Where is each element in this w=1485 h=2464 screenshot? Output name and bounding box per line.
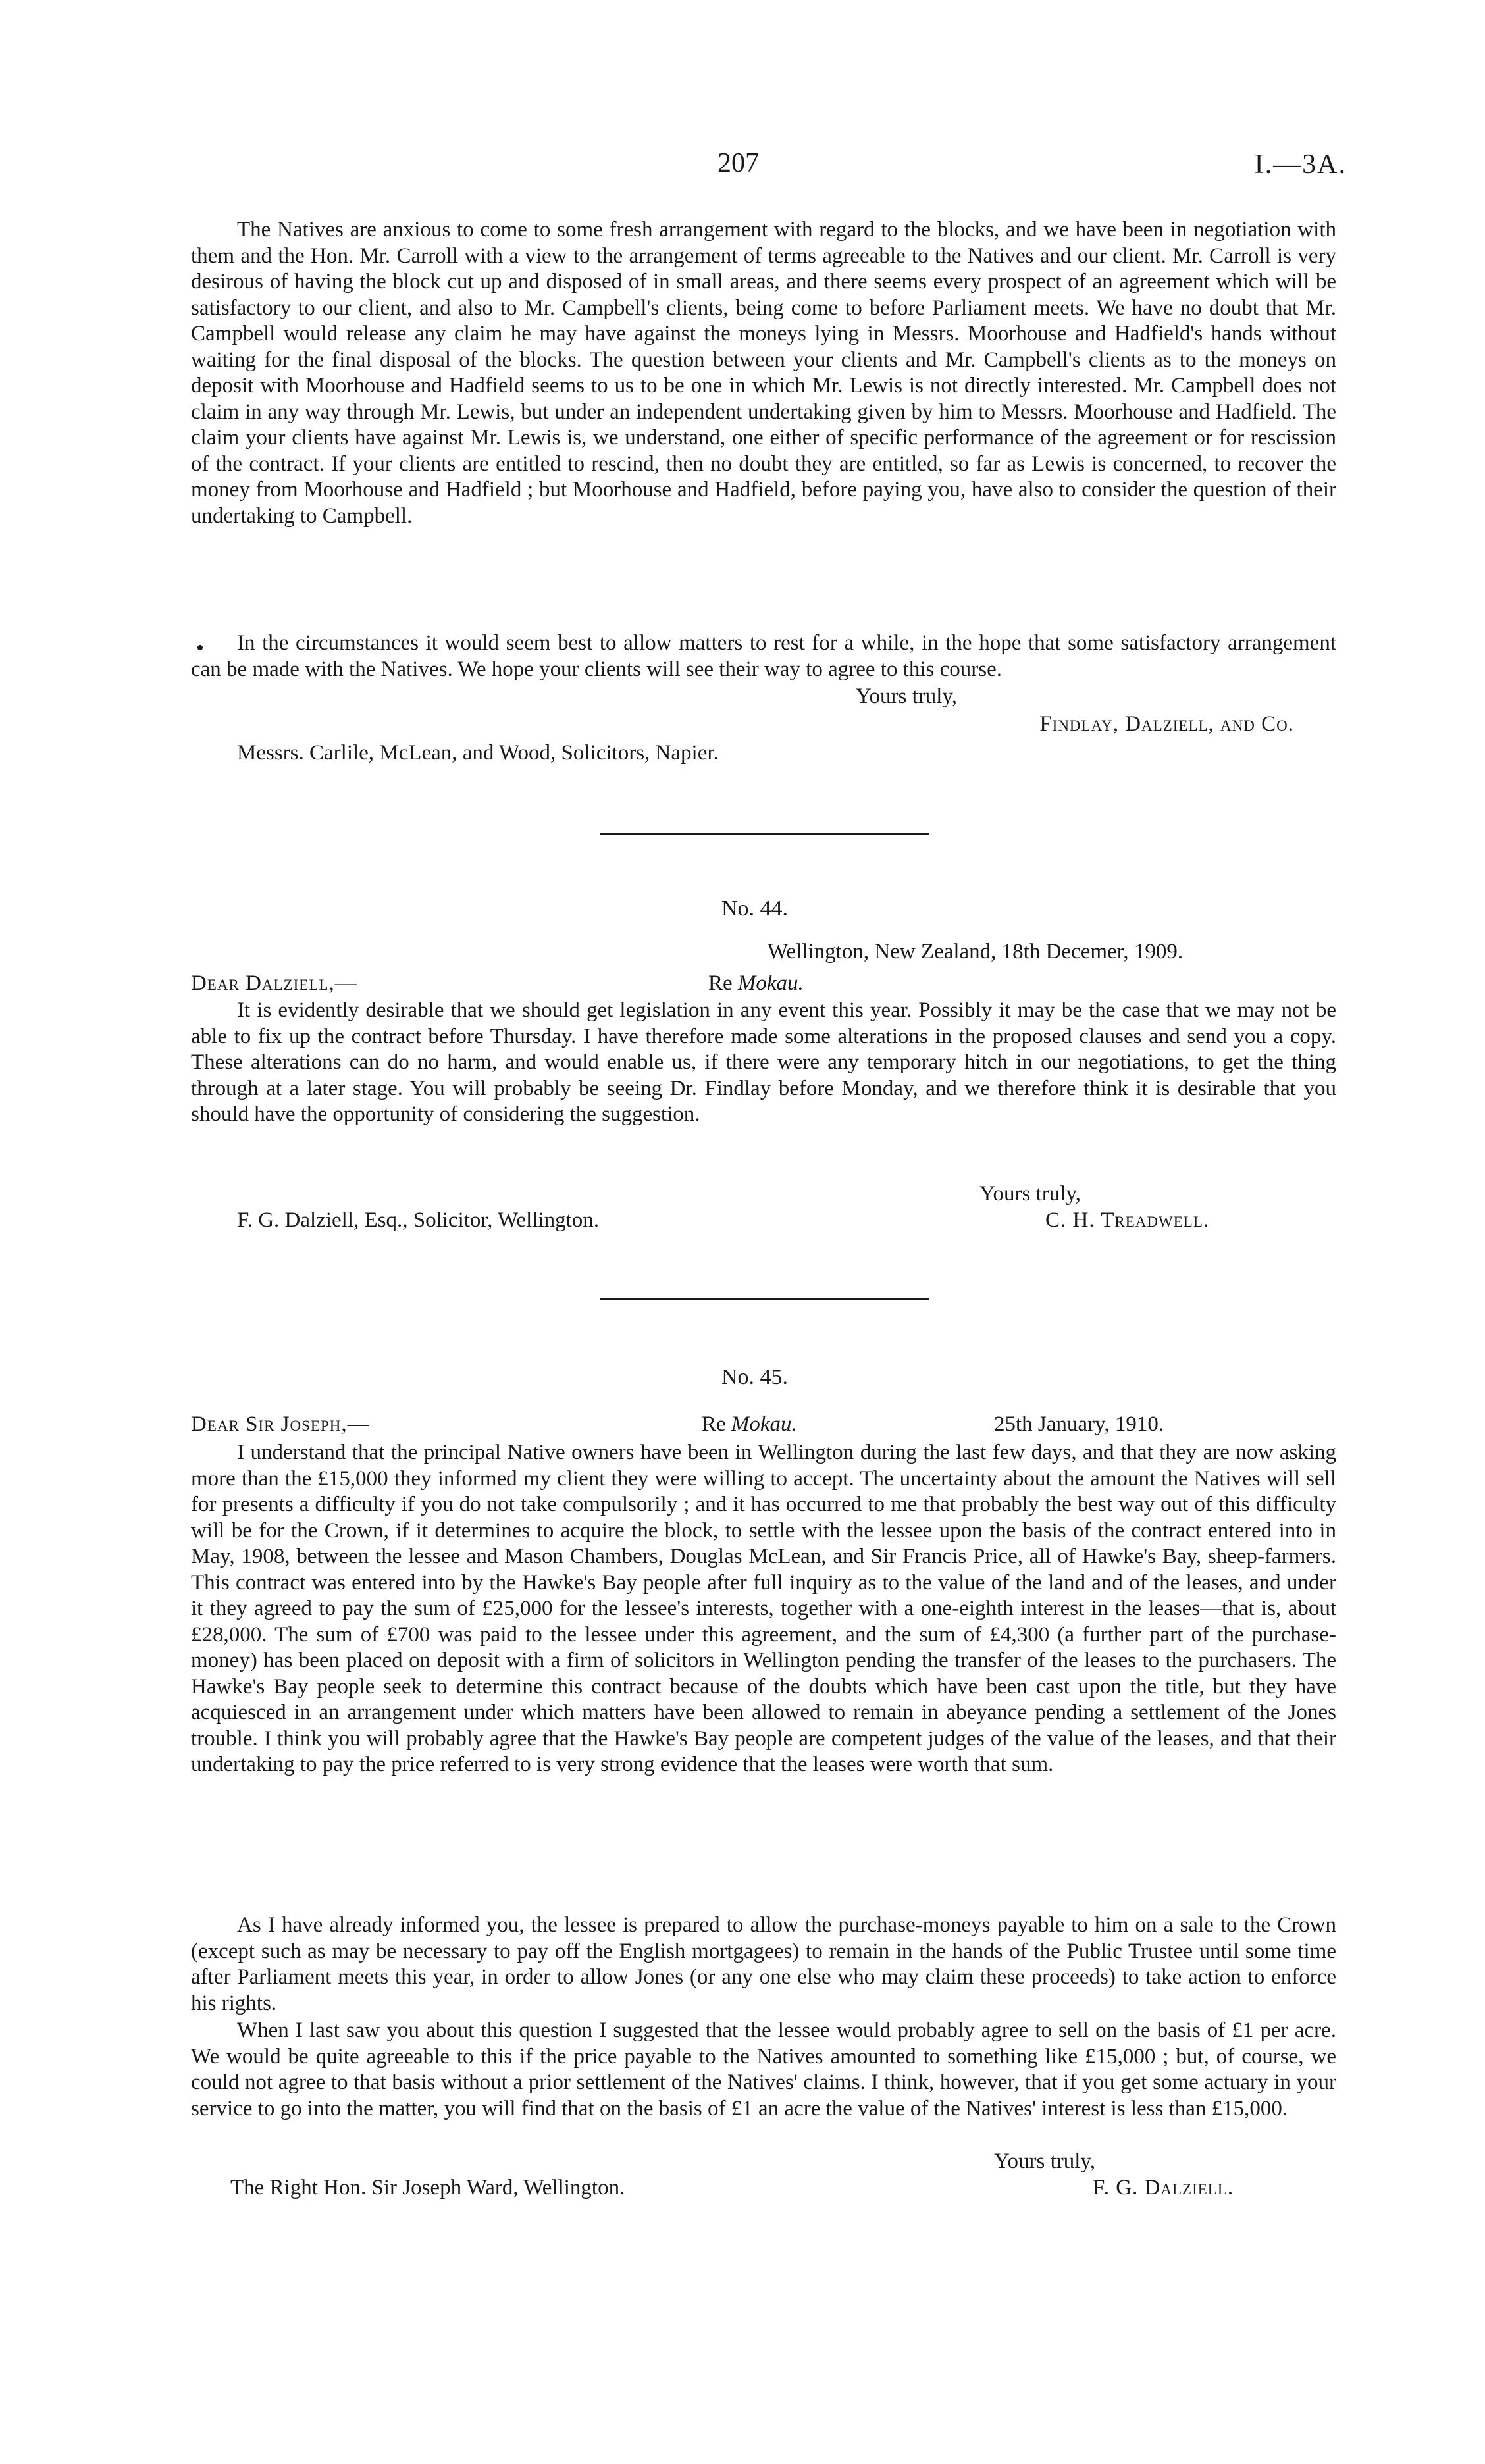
- re-prefix: Re: [708, 971, 733, 995]
- letter43-paragraph-2: In the circumstances it would seem best to allow matters to rest for a while, in the hope that some satisfactory arrangement can be made with the Natives. We hope your clients will see their way to agree to this course.: [191, 631, 1336, 681]
- letter45-addressee: The Right Hon. Sir Joseph Ward, Wellington.: [230, 2176, 625, 2199]
- letter43-addressee: Messrs. Carlile, McLean, and Wood, Solicitors, Napier.: [237, 741, 719, 765]
- letter45-number: No. 45.: [721, 1365, 789, 1389]
- letter44-number: No. 44.: [721, 896, 789, 921]
- letter44-place-date: Wellington, New Zealand, 18th Decemer, 1909.: [768, 940, 1184, 963]
- letter45-paragraph-1: I understand that the principal Native owners have been in Wellington during the last few days, and that they are now asking more than the £15,000 they informed my client they were willing to accept. The uncertainty about the amount the Natives will sell for presents a difficulty if you do not take compulsorily ; and it has occurred to me that probably the best way out of this difficulty will be for the Crown, if it determines to acquire the block, to settle with the lessee upon the basis of the contract entered into in May, 1908, between the lessee and Mason Chambers, Douglas McLean, and Sir Francis Price, all of Hawke's Bay, sheep-farmers. This contract was entered into by the Hawke's Bay people after full inquiry as to the value of the land and of the leases, and under it they agreed to pay the sum of £25,000 for the lessee's interests, together with a one-eighth interest in the leases—that is, about £28,000. The sum of £700 was paid to the lessee under this agreement, and the sum of £4,300 (a further part of the purchase-money) has been placed on deposit with a firm of solicitors in Wellington pending the transfer of the leases to the purchasers. The Hawke's Bay people seek to determine this contract because of the doubts which have been cast upon the title, but they have acquiesced in an arrangement under which matters have been allowed to remain in abeyance pending a settlement of the Jones trouble. I think you will probably agree that the Hawke's Bay people are competent judges of the value of the leases, and that their undertaking to pay the price referred to is very strong evidence that the leases were worth that sum.: [191, 1441, 1336, 1776]
- bullet-mark: •: [196, 636, 204, 660]
- letter44-salutation: Dear Dalziell,—: [191, 971, 357, 995]
- letter45-paragraph-2: As I have already informed you, the lessee is prepared to allow the purchase-moneys payable to him on a sale to the Crown (except such as may be necessary to pay off the English mortgagees) to remain in the hands of the Public Trustee until some time after Parliament meets this year, in order to allow Jones (or any one else who may claim these proceeds) to take action to enforce his rights.: [191, 1913, 1336, 2015]
- letter43-closing: Yours truly,: [856, 684, 958, 708]
- letter43-signature: Findlay, Dalziell, and Co.: [1039, 712, 1294, 736]
- section-divider: [600, 1298, 929, 1300]
- letter43-paragraph-1: The Natives are anxious to come to some fresh arrangement with regard to the blocks, and we have been in negotiation with them and the Hon. Mr. Carroll with a view to the arrangement of terms agreeable to the Natives and our client. Mr. Carroll is very desirous of having the block cut up and disposed of in small areas, and there seems every prospect of an agreement which will be satisfactory to our client, and also to Mr. Campbell's clients, being come to before Parliament meets. We have no doubt that Mr. Campbell would release any claim he may have against the moneys lying in Messrs. Moorhouse and Hadfield's hands without waiting for the final disposal of the blocks. The question between your clients and Mr. Campbell's clients as to the moneys on deposit with Moorhouse and Hadfield seems to us to be one in which Mr. Lewis is not directly interested. Mr. Campbell does not claim in any way through Mr. Lewis, but under an independent undertaking given by him to Messrs. Moorhouse and Hadfield. The claim your clients have against Mr. Lewis is, we understand, one either of specific performance of the agreement or for rescission of the contract. If your clients are entitled to rescind, then no doubt they are entitled, so far as Lewis is concerned, to recover the money from Moorhouse and Hadfield ; but Moorhouse and Hadfield, before paying you, have also to consider the question of their undertaking to Campbell.: [191, 218, 1336, 528]
- letter45-date: 25th January, 1910.: [994, 1412, 1164, 1436]
- letter45-re-line: [702, 1412, 797, 1437]
- re-prefix: Re: [702, 1412, 726, 1436]
- letter44-re-line: [708, 971, 804, 996]
- letter44-addressee: F. G. Dalziell, Esq., Solicitor, Wellington.: [237, 1208, 600, 1232]
- page-number: 207: [717, 148, 759, 178]
- section-divider: [600, 833, 929, 835]
- letter45-salutation: Dear Sir Joseph,—: [191, 1412, 370, 1436]
- letter45-closing: Yours truly,: [994, 2149, 1096, 2173]
- re-subject: Mokau.: [737, 971, 804, 995]
- letter44-closing: Yours truly,: [979, 1182, 1081, 1206]
- re-subject: Mokau.: [731, 1412, 797, 1436]
- letter45-paragraph-3: When I last saw you about this question I suggested that the lessee would probably agree to sell on the basis of £1 per acre. We would be quite agreeable to this if the price payable to the Natives amounted to something like £15,000 ; but, of course, we could not agree to that basis without a prior settlement of the Natives' claims. I think, however, that if you get some actuary in your service to go into the matter, you will find that on the basis of £1 an acre the value of the Natives' interest is less than £15,000.: [191, 2018, 1336, 2120]
- letter44-signature: C. H. Treadwell.: [1045, 1208, 1210, 1232]
- letter45-signature: F. G. Dalziell.: [1093, 2176, 1234, 2199]
- document-reference: I.—3A.: [1254, 149, 1347, 180]
- letter44-paragraph-1: It is evidently desirable that we should get legislation in any event this year. Possibly it may be the case that we may not be able to fix up the contract before Thursday. I have therefore made some alterations in the proposed clauses and send you a copy. These alterations can do no harm, and would enable us, if there were any temporary hitch in our negotiations, to get the thing through at a later stage. You will probably be seeing Dr. Findlay before Monday, and we therefore think it is desirable that you should have the opportunity of considering the suggestion.: [191, 998, 1336, 1126]
